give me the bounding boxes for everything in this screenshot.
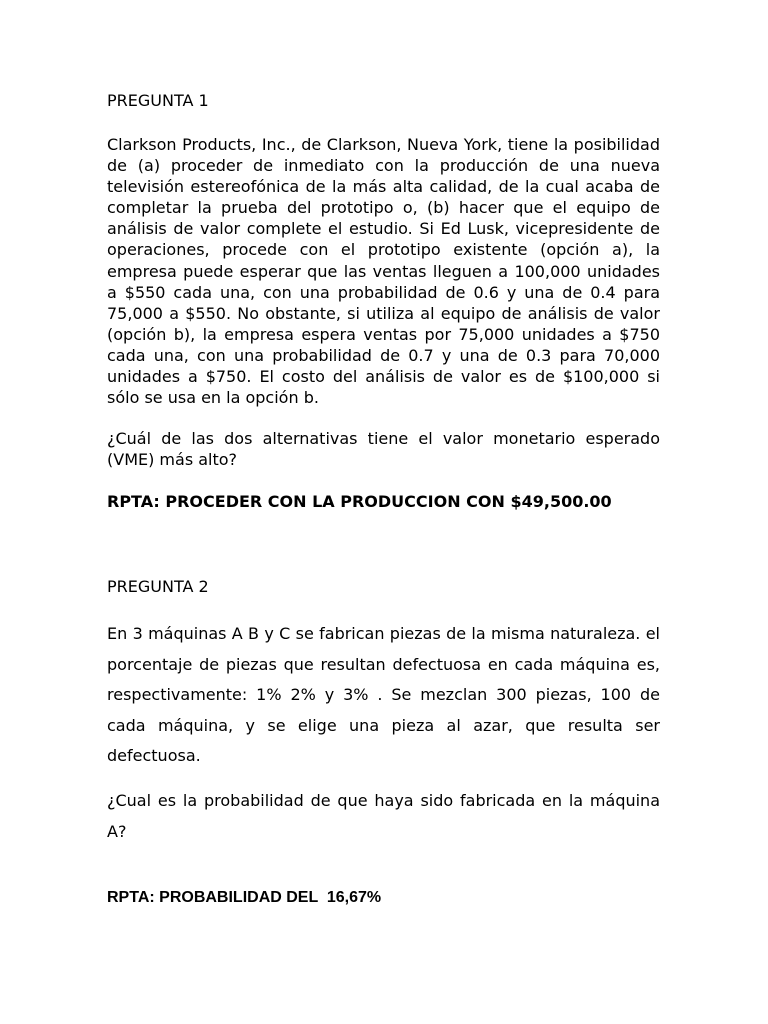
question-2-heading: PREGUNTA 2 <box>107 577 209 596</box>
question-1-answer: RPTA: PROCEDER CON LA PRODUCCION CON $49,500.00 <box>107 492 612 511</box>
question-1-prompt: ¿Cuál de las dos alternativas tiene el valor monetario esperado (VME) más alto? <box>107 429 660 470</box>
question-2-prompt: ¿Cual es la probabilidad de que haya sido fabricada en la máquina A? <box>107 791 660 841</box>
question-2-text: En 3 máquinas A B y C se fabrican piezas de la misma naturaleza. el porcentaje de piezas que resultan defectuosa en cada máquina es, respectivamente: 1% 2% y 3% . Se mezclan 300 piezas, 100 de cada máquina, y se elige una pieza al azar, que resulta ser defectuosa. <box>107 624 660 765</box>
question-1-text: Clarkson Products, Inc., de Clarkson, Nueva York, tiene la posibilidad de (a) proceder de inmediato con la producción de una nueva televisión estereofónica de la más alta calidad, de la cual acaba de completar la prueba del prototipo o, (b) hacer que el equipo de análisis de valor complete el estudio. Si Ed Lusk, vicepresidente de operaciones, procede con el prototipo existente (opción a), la empresa puede esperar que las ventas lleguen a 100,000 unidades a $550 cada una, con una probabilidad de 0.6 y una de 0.4 para 75,000 a $550. No obstante, si utiliza al equipo de análisis de valor (opción b), la empresa espera ventas por 75,000 unidades a $750 cada una, con una probabilidad de 0.7 y una de 0.3 para 70,000 unidades a $750. El costo del análisis de valor es de $100,000 si sólo se usa en la opción b. <box>107 135 660 408</box>
question-2-answer: RPTA: PROBABILIDAD DEL 16,67% <box>107 889 382 906</box>
question-1-heading: PREGUNTA 1 <box>107 91 209 110</box>
